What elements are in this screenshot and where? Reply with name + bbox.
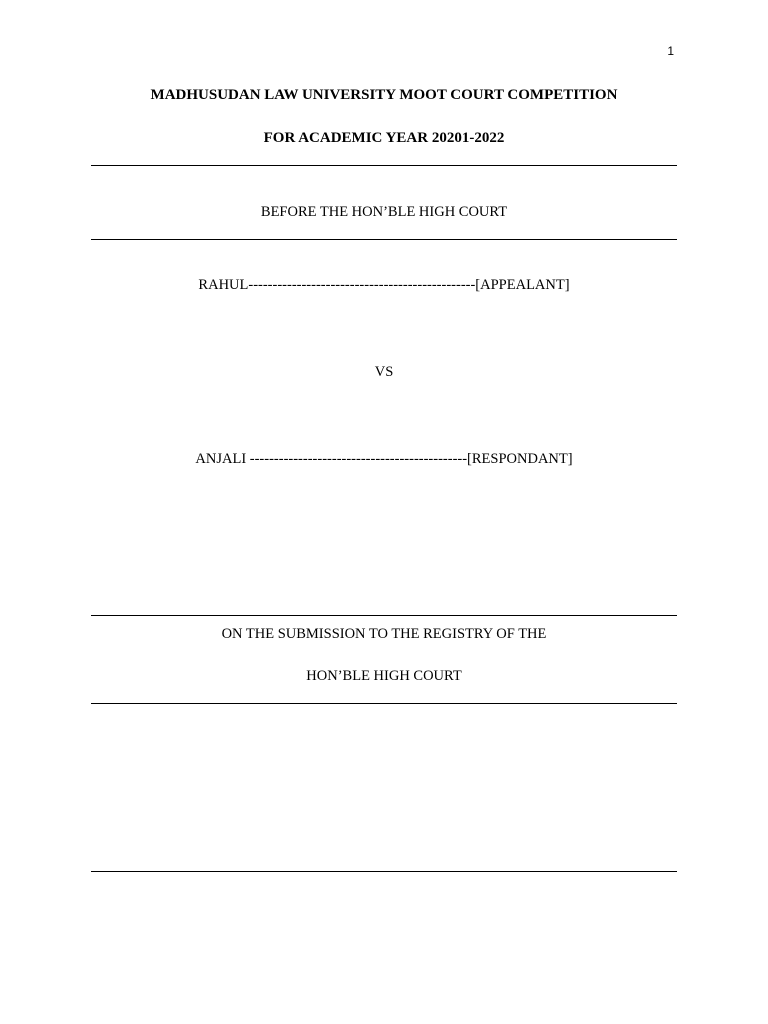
divider-3 (91, 615, 677, 616)
respondent-line: ANJALI ---------------------------------------------[RESPONDANT] (195, 451, 573, 467)
appellant-line: RAHUL-----------------------------------------------[APPEALANT] (198, 277, 570, 293)
submission-line-2: HON’BLE HIGH COURT (306, 668, 462, 684)
page-number: 1 (667, 44, 674, 58)
competition-title: MADHUSUDAN LAW UNIVERSITY MOOT COURT COMPETITION (150, 87, 618, 103)
academic-year: FOR ACADEMIC YEAR 20201-2022 (263, 130, 505, 146)
court-heading: BEFORE THE HON’BLE HIGH COURT (260, 204, 508, 220)
submission-line-1: ON THE SUBMISSION TO THE REGISTRY OF THE (221, 626, 547, 642)
divider-1 (91, 165, 677, 166)
divider-5 (91, 871, 677, 872)
divider-4 (91, 703, 677, 704)
versus-text: VS (374, 364, 394, 380)
divider-2 (91, 239, 677, 240)
